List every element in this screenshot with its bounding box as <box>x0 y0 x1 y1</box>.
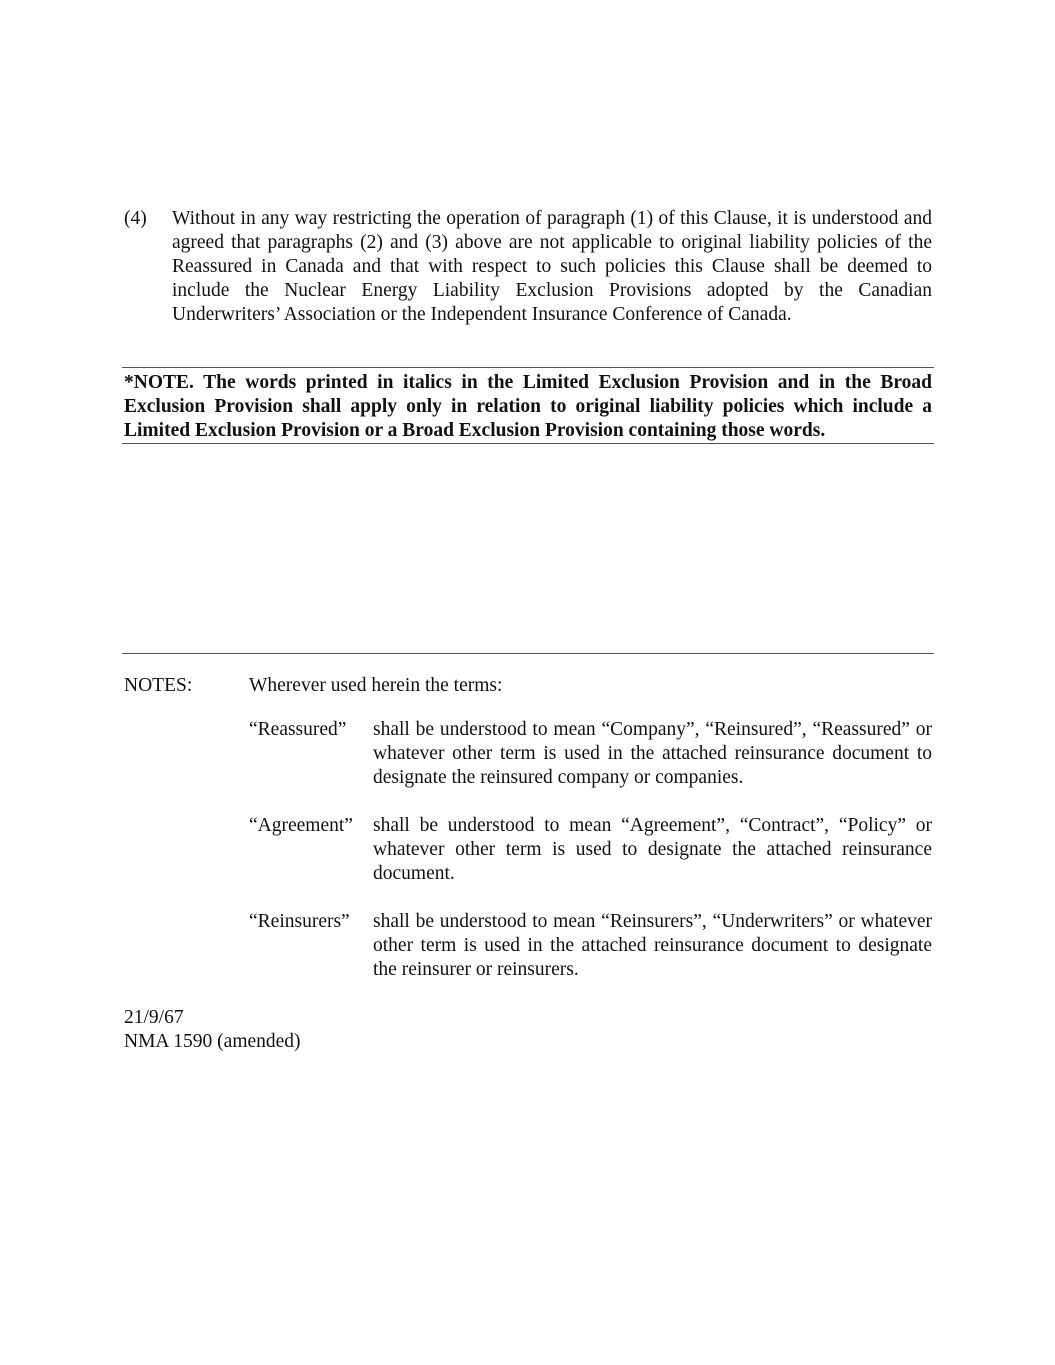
definition-term-reinsurers: “Reinsurers” <box>249 911 350 932</box>
definition-term-agreement: “Agreement” <box>249 815 353 836</box>
definition-term-reassured: “Reassured” <box>249 719 347 740</box>
definition-text-reassured: shall be understood to mean “Company”, “Reinsured”, “Reassured” or whatever other term is used in the attached reinsurance document to designate the reinsured company or companies. <box>373 719 932 788</box>
definition-text-agreement: shall be understood to mean “Agreement”, “Contract”, “Policy” or whatever other term is used to designate the attached reinsurance document. <box>373 815 932 884</box>
definition-text-reinsurers: shall be understood to mean “Reinsurers”, “Underwriters” or whatever other term is used in the attached reinsurance document to designate the reinsurer or reinsurers. <box>373 911 932 980</box>
note-top-rule <box>122 367 934 368</box>
notes-label: NOTES: <box>124 675 193 696</box>
note-text: The words printed in italics in the Limited Exclusion Provision and in the Broad Exclusion Provision shall apply only in relation to original liability policies which include a Limited Exclusion Provision or a Broad Exclusion Provision containing those words. <box>124 372 932 441</box>
footer-reference: NMA 1590 (amended) <box>124 1031 301 1052</box>
note-heading: *NOTE. <box>124 372 194 393</box>
notes-intro: Wherever used herein the terms: <box>249 675 503 696</box>
note-block <box>124 371 932 443</box>
paragraph-text: Without in any way restricting the operation of paragraph (1) of this Clause, it is understood and agreed that paragraphs (2) and (3) above are not applicable to original liability policies of the Reassured in Canada and that with respect to such policies this Clause shall be deemed to include the Nuclear Energy Liability Exclusion Provisions adopted by the Canadian Underwriters’ Association or the Independent Insurance Conference of Canada. <box>172 208 932 325</box>
note-bottom-rule <box>122 443 934 444</box>
paragraph-4 <box>124 207 932 327</box>
footer-date: 21/9/67 <box>124 1007 184 1028</box>
paragraph-number: (4) <box>124 208 147 229</box>
notes-top-rule <box>122 653 934 654</box>
